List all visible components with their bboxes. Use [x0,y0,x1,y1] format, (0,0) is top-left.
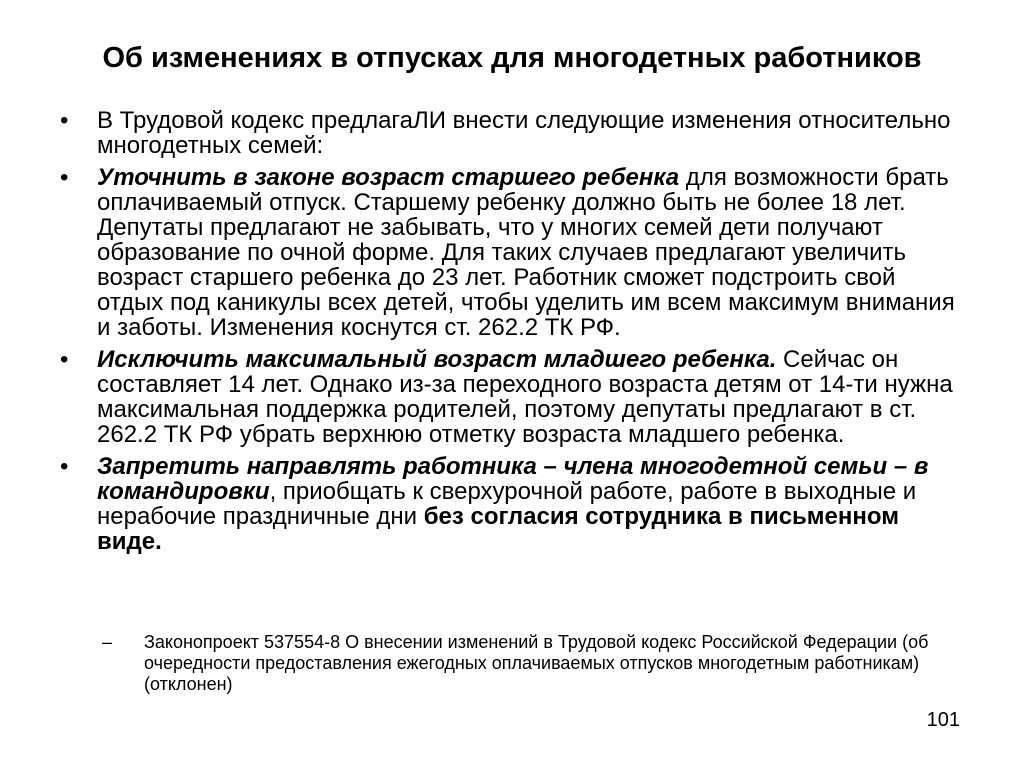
sub-item-bill [102,632,964,695]
sub-item-text: Законопроект 537554-8 О внесении изменений в Трудовой кодекс Российской Федерации (об очередности предоставления ежегодных оплачиваемых отпусков многодетным работникам) (отклонен) [144,632,929,694]
bullet-text: В Трудовой кодекс предлагаЛИ внести следующие изменения относительно многодетных семей: [97,107,951,159]
bullet-emphasis: Уточнить в законе возраст старшего ребенка [97,164,680,191]
sub-marker: – [102,632,113,652]
bullet-marker: • [60,346,69,373]
bullet-item-older-child [60,165,960,340]
page-number: 101 [926,709,960,731]
bullet-item-intro [60,108,960,158]
bullet-marker: • [60,107,69,134]
bullet-strong: без согласия сотрудника в письменном виде. [97,503,899,555]
slide-title: Об изменениях в отпусках для многодетных работников [102,42,922,74]
bullet-text: Сейчас он составляет 14 лет. Однако из-за переходного возраста детям от 14-ти нужна максимальная поддержка родителей, поэтому депутаты предлагают в ст. 262.2 ТК РФ убрать верхнюю отметку возраста младшего ребенка. [97,346,953,448]
bullet-marker: • [60,164,69,191]
bullet-text: , приобщать к сверхурочной работе, работе в выходные и нерабочие праздничные дни [97,478,917,530]
bullet-emphasis: Исключить максимальный возраст младшего ребенка. [97,346,777,373]
bullet-list [60,108,960,561]
bullet-item-younger-child [60,347,960,447]
bullet-text: для возможности брать оплачиваемый отпуск. Старшему ребенку должно быть не более 18 лет. Депутаты предлагают не забывать, что у многих семей дети получают образование по очной форме. Для таких случаев предлагают увеличить возраст старшего ребенка до 23 лет. Работник сможет подстроить свой отдых под каникулы всех детей, чтобы уделить им всем максимум внимания и заботы. Изменения коснутся ст. 262.2 ТК РФ. [97,164,955,341]
bullet-item-business-trips [60,454,960,554]
bullet-emphasis: Запретить направлять работника – члена многодетной семьи – в командировки [97,453,929,505]
bullet-marker: • [60,453,69,480]
